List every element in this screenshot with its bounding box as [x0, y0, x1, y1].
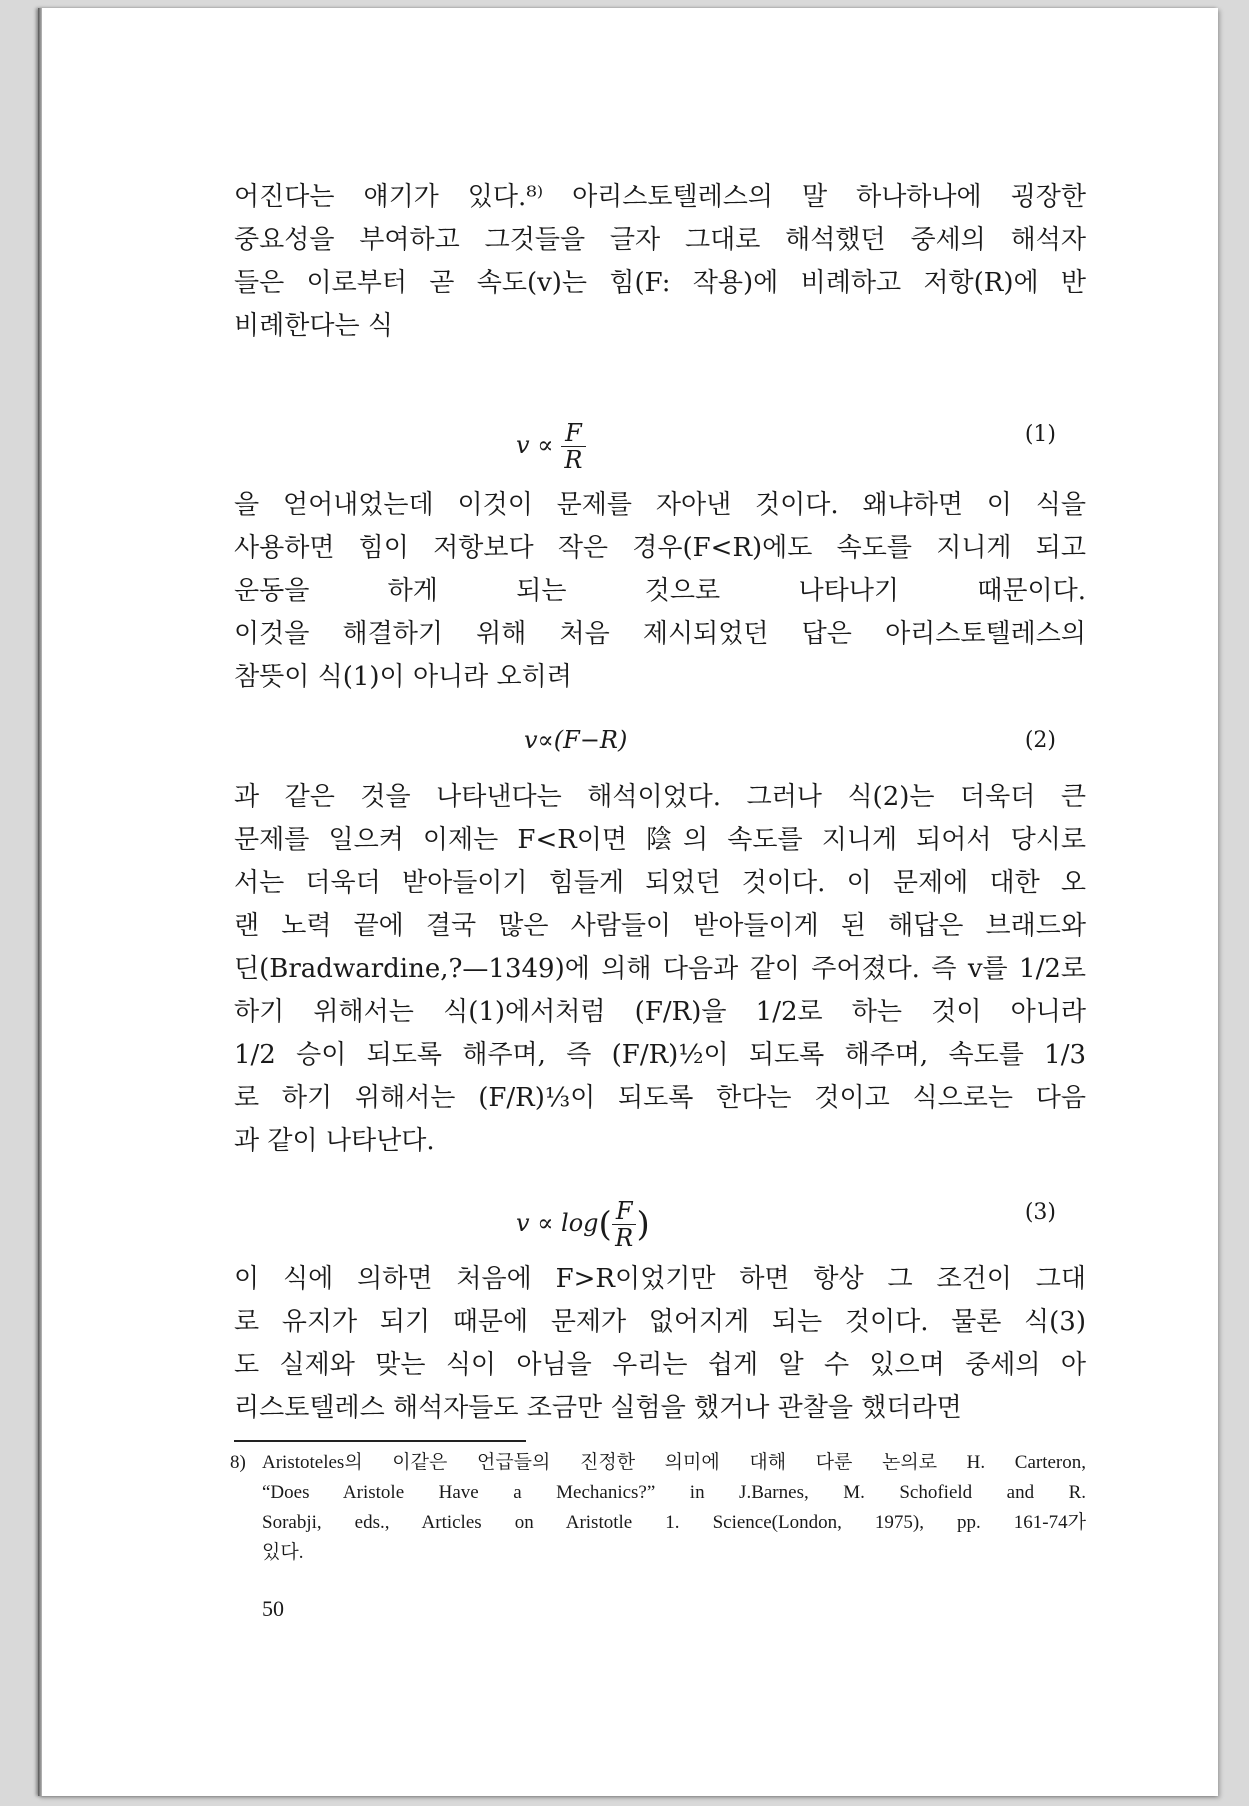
para4-line: 도 실제와 맞는 식이 아님을 우리는 쉽게 알 수 있으며 중세의 아	[234, 1350, 1086, 1380]
footnote-line: “Does Aristole Have a Mechanics?” in J.Barnes, M. Schofield and R.	[262, 1482, 1086, 1503]
paragraph-1	[234, 176, 1086, 348]
footnote-line: Aristoteles의 이같은 언급들의 진정한 의미에 대해 다룬 논의로 H. Carteron,	[262, 1452, 1086, 1473]
equation-3-formula	[516, 1198, 650, 1251]
equation-1-label: (1)	[1024, 422, 1056, 447]
footnote	[230, 1448, 1086, 1568]
para3-line: 딘(Bradwardine,?—1349)에 의해 다음과 같이 주어졌다. 즉 v를 1/2로	[234, 954, 1086, 984]
equation-1-numerator: F	[561, 420, 586, 447]
equation-3-numerator: F	[612, 1198, 637, 1225]
equation-3	[234, 1188, 1086, 1252]
equation-1	[234, 410, 1086, 474]
equation-3-lhs: v ∝ log	[516, 1209, 599, 1237]
para3-line: 과 같이 나타난다.	[234, 1126, 435, 1156]
page-number: 50	[262, 1596, 284, 1621]
equation-2-label: (2)	[1024, 728, 1056, 753]
para1-line: 들은 이로부터 곧 속도(v)는 힘(F: 작용)에 비례하고 저항(R)에 반	[234, 268, 1086, 298]
equation-2	[234, 716, 1086, 776]
equation-3-open-paren: (	[598, 1204, 612, 1245]
equation-3-denominator: R	[615, 1224, 634, 1252]
para2-line: 이것을 해결하기 위해 처음 제시되었던 답은 아리스토텔레스의	[234, 619, 1086, 649]
equation-1-fraction	[561, 420, 586, 473]
para3-line: 랜 노력 끝에 결국 많은 사람들이 받아들이게 된 해답은 브래드와	[234, 911, 1086, 941]
equation-1-lhs: v ∝	[516, 431, 554, 459]
para2-line: 사용하면 힘이 저항보다 작은 경우(F<R)에도 속도를 지니게 되고	[234, 533, 1086, 563]
equation-3-label: (3)	[1024, 1200, 1056, 1225]
para4-line: 이 식에 의하면 처음에 F>R이었기만 하면 항상 그 조건이 그대	[234, 1264, 1086, 1294]
footnote-line: Sorabji, eds., Articles on Aristotle 1. Science(London, 1975), pp. 161-74가	[262, 1512, 1086, 1533]
para4-line: 리스토텔레스 해석자들도 조금만 실험을 했거나 관찰을 했더라면	[234, 1393, 962, 1423]
para3-line: 1/2 승이 되도록 해주며, 즉 (F/R)½이 되도록 해주며, 속도를 1/3	[234, 1040, 1086, 1070]
para1-line: 어진다는 얘기가 있다.⁸⁾ 아리스토텔레스의 말 하나하나에 굉장한	[234, 182, 1086, 212]
para3-line: 서는 더욱더 받아들이기 힘들게 되었던 것이다. 이 문제에 대한 오	[234, 868, 1086, 898]
footnote-mark: 8)	[230, 1452, 246, 1473]
equation-1-formula	[516, 420, 586, 473]
para2-line: 을 얻어내었는데 이것이 문제를 자아낸 것이다. 왜냐하면 이 식을	[234, 490, 1086, 520]
para2-line: 운동을 하게 되는 것으로 나타나기 때문이다.	[234, 576, 1086, 606]
paragraph-4	[234, 1258, 1086, 1430]
para3-line: 로 하기 위해서는 (F/R)⅓이 되도록 한다는 것이고 식으로는 다음	[234, 1083, 1086, 1113]
para3-line: 문제를 일으켜 이제는 F<R이면 陰의 속도를 지니게 되어서 당시로	[234, 825, 1086, 855]
equation-1-denominator: R	[564, 446, 583, 474]
equation-2-formula: v∝(F−R)	[524, 726, 628, 754]
para1-line: 중요성을 부여하고 그것들을 글자 그대로 해석했던 중세의 해석자	[234, 225, 1086, 255]
para1-line: 비례한다는 식	[234, 311, 393, 341]
paragraph-2	[234, 484, 1086, 699]
footnote-rule	[234, 1440, 526, 1442]
paragraph-3	[234, 776, 1086, 1163]
footnote-text	[262, 1448, 1086, 1568]
para4-line: 로 유지가 되기 때문에 문제가 없어지게 되는 것이다. 물론 식(3)	[234, 1307, 1086, 1337]
para3-line: 하기 위해서는 식(1)에서처럼 (F/R)을 1/2로 하는 것이 아니라	[234, 997, 1086, 1027]
footnote-line: 있다.	[262, 1542, 304, 1563]
page-spine-edge	[38, 8, 42, 1796]
para3-line: 과 같은 것을 나타낸다는 해석이었다. 그러나 식(2)는 더욱더 큰	[234, 782, 1086, 812]
para2-line: 참뜻이 식(1)이 아니라 오히려	[234, 662, 572, 692]
equation-3-fraction	[612, 1198, 637, 1251]
equation-3-close-paren: )	[636, 1204, 650, 1245]
